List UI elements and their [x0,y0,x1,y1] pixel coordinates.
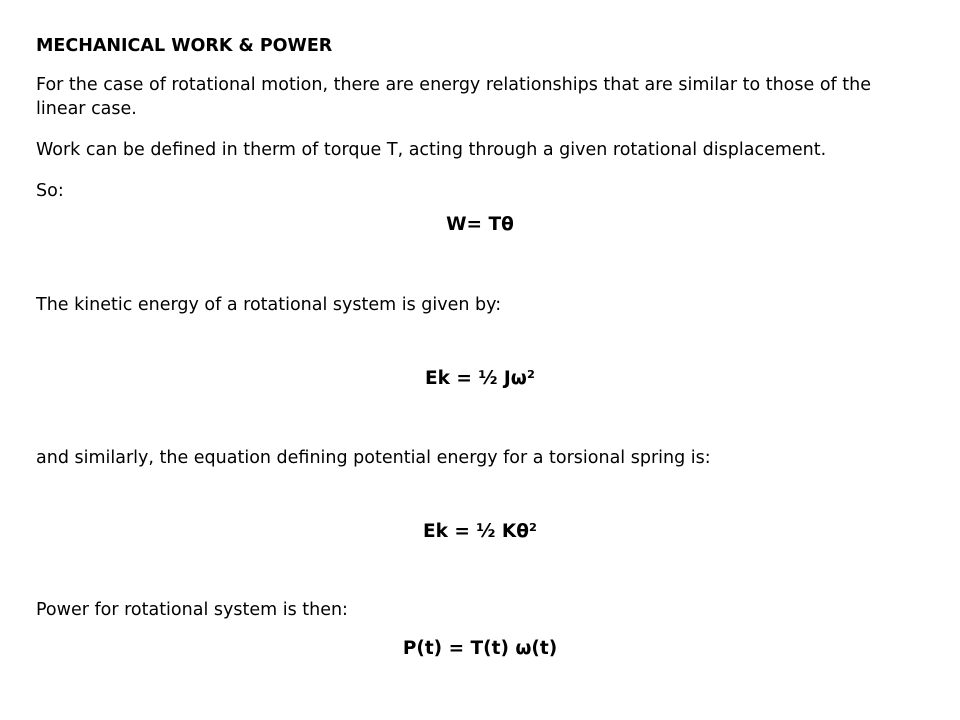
equation-kinetic-energy: Ek = ½ Jω² [425,368,535,389]
paragraph-power: Power for rotational system is then: [36,600,348,620]
equation-work: W= Tθ [446,214,514,235]
paragraph-so: So: [36,181,64,201]
equation-power: P(t) = T(t) ω(t) [402,638,558,659]
paragraph-kinetic-energy: The kinetic energy of a rotational system is given by: [36,295,502,315]
paragraph-potential-energy: and similarly, the equation defining potential energy for a torsional spring is: [36,448,711,468]
paragraph-work-definition: Work can be defined in therm of torque T, acting through a given rotational displacement. [36,140,827,160]
page-title: MECHANICAL WORK & POWER [36,36,333,56]
paragraph-intro: For the case of rotational motion, there are energy relationships that are similar to those of the linear case. [36,75,871,119]
equation-potential-energy: Ek = ½ Kθ² [422,521,538,542]
